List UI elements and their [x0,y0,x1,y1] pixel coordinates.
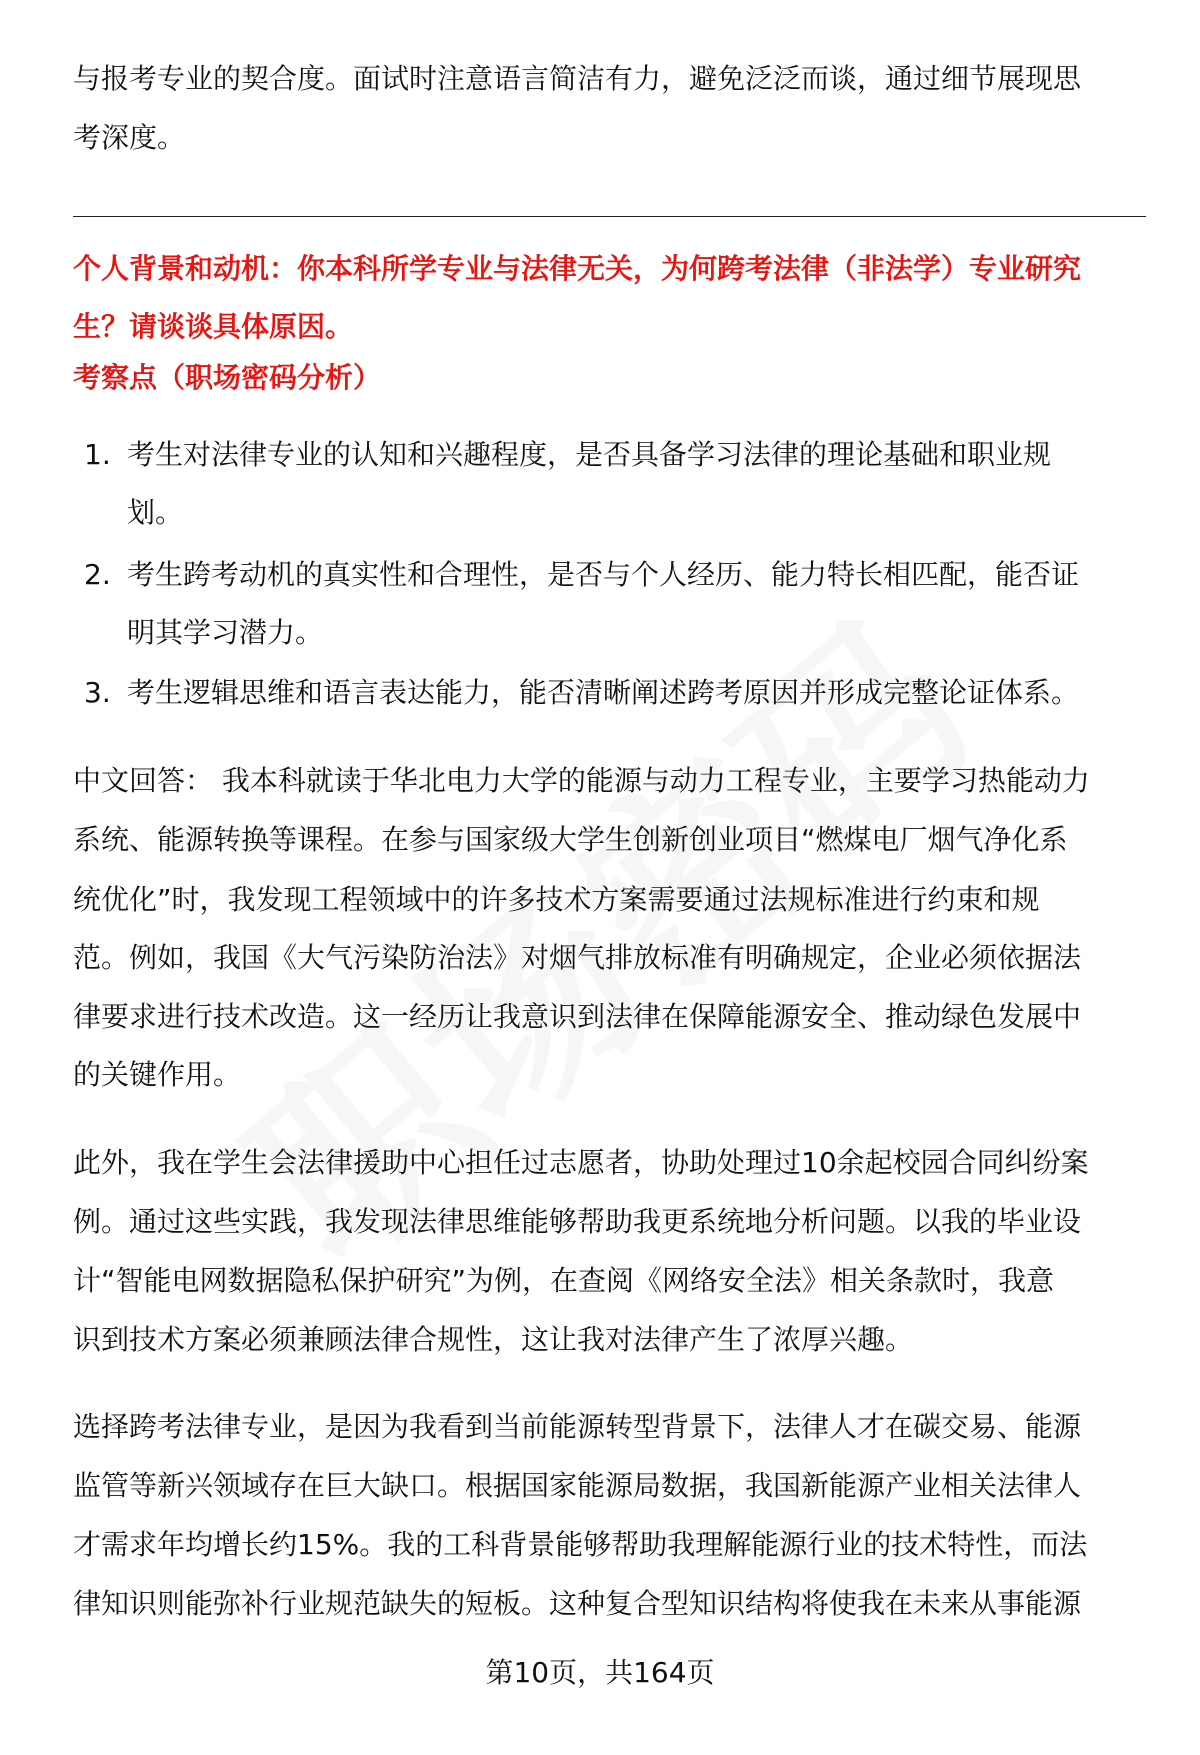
answer-line: 此外，我在学生会法律援助中心担任过志愿者，协助处理过10余起校园合同纠纷案 [73,1146,1089,1179]
answer-line: 系统、能源转换等课程。在参与国家级大学生创新创业项目“燃煤电厂烟气净化系 [73,823,1068,856]
answer-line: 的关键作用。 [73,1058,242,1091]
answer-line: 选择跨考法律专业，是因为我看到当前能源转型背景下，法律人才在碳交易、能源 [73,1410,1082,1443]
focus-heading: 考察点（职场密码分析） [73,361,382,394]
page-number: 第10页，共164页 [485,1656,715,1689]
list-number: 1. [84,438,111,471]
answer-line: 律知识则能弥补行业规范缺失的短板。这种复合型知识结构将使我在未来从事能源 [73,1587,1082,1620]
answer-line: 计“智能电网数据隐私保护研究”为例，在查阅《网络安全法》相关条款时，我意 [73,1264,1055,1297]
answer-line: 才需求年均增长约15%。我的工科背景能够帮助我理解能源行业的技术特性，而法 [73,1528,1088,1561]
question-heading: 个人背景和动机：你本科所学专业与法律无关，为何跨考法律（非法学）专业研究 [73,252,1082,285]
answer-line: 范。例如，我国《大气污染防治法》对烟气排放标准有明确规定，企业必须依据法 [73,941,1082,974]
answer-line: 律要求进行技术改造。这一经历让我意识到法律在保障能源安全、推动绿色发展中 [73,1000,1082,1033]
answer-line: 监管等新兴领域存在巨大缺口。根据国家能源局数据，我国新能源产业相关法律人 [73,1469,1082,1502]
watermark [181,545,1019,1316]
answer-line: 统优化”时，我发现工程领域中的许多技术方案需要通过法规标准进行约束和规 [73,883,1040,916]
answer-line: 识到技术方案必须兼顾法律合规性，这让我对法律产生了浓厚兴趣。 [73,1323,914,1356]
list-item: 明其学习潜力。 [127,616,324,649]
intro-line: 考深度。 [73,121,186,154]
question-heading: 生？请谈谈具体原因。 [73,310,354,343]
list-item: 考生对法律专业的认知和兴趣程度，是否具备学习法律的理论基础和职业规 [127,438,1052,471]
intro-line: 与报考专业的契合度。面试时注意语言简洁有力，避免泛泛而谈，通过细节展现思 [73,62,1082,95]
list-item: 划。 [127,496,184,529]
answer-line: 中文回答： 我本科就读于华北电力大学的能源与动力工程专业，主要学习热能动力 [73,764,1090,797]
list-item: 考生逻辑思维和语言表达能力，能否清晰阐述跨考原因并形成完整论证体系。 [127,676,1080,709]
list-number: 3. [84,676,111,709]
list-item: 考生跨考动机的真实性和合理性，是否与个人经历、能力特长相匹配，能否证 [127,558,1080,591]
answer-line: 例。通过这些实践，我发现法律思维能够帮助我更系统地分析问题。以我的毕业设 [73,1205,1082,1238]
section-divider [73,216,1146,217]
list-number: 2. [84,558,111,591]
